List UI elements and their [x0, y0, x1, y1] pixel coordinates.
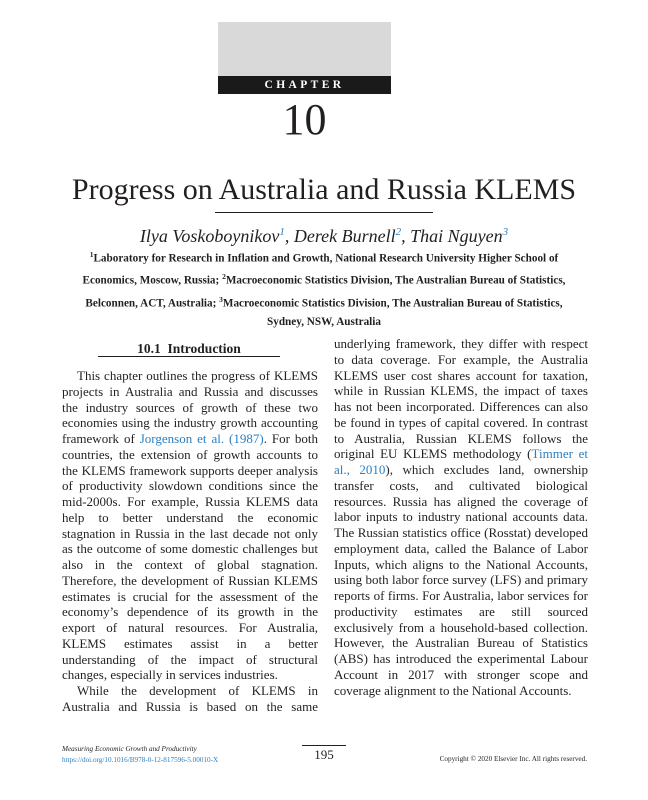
- footer-source: [62, 744, 218, 765]
- paragraph: While the development of KLEMS in Australia and Russia is based on the same: [62, 683, 318, 714]
- section-number: 10.1: [137, 341, 161, 356]
- right-column: [334, 336, 588, 698]
- author-name: Derek Burnell: [293, 226, 396, 246]
- author-affiliation-mark[interactable]: 2: [395, 226, 402, 238]
- author-name: Thai Nguyen: [410, 226, 503, 246]
- author-list: Ilya Voskoboynikov$^1$, Derek Burnell$^2$, Thai Nguyen$^3$: [139, 226, 509, 246]
- affiliation-line: Sydney, NSW, Australia: [267, 315, 381, 328]
- citation-link[interactable]: Timmer et al., 2010: [334, 446, 588, 477]
- section-divider: [98, 356, 280, 357]
- copyright-notice: Copyright © 2020 Elsevier Inc. All rights reserved.: [439, 755, 587, 763]
- citation-link[interactable]: Jorgenson et al. (1987): [139, 431, 264, 446]
- section-heading: [98, 340, 280, 357]
- footer-divider: [302, 745, 346, 746]
- left-column: [62, 368, 318, 715]
- author-affiliation-mark[interactable]: 1: [279, 226, 285, 238]
- page-number: 195: [314, 747, 334, 762]
- paragraph: underlying framework, they differ with respect to data coverage. For example, the Australia KLEMS user cost shares account for taxation, while in Russian KLEMS, the impact of taxes has not been incorporated. Differences can also be found in types of capital covered. In contrast to Australia, Russian KLEMS follows the original EU KLEMS methodology (Timmer et al., 2010), which excludes land, ownership transfer costs, and cultivated biological resources. Russia has aligned the coverage of labor inputs to industry national accounts data. The Russian statistics office (Rosstat) developed employment data, called the Balance of Labor Inputs, which aligns to the National Accounts, using both labor force survey (LFS) and primary reports of firms. For Australia, labor services for productivity estimates are still sourced exclusively from a household-based collection. However, the Australian Bureau of Statistics (ABS) has introduced the experimental Labour Account in 2017 with stronger scope and coverage alignment to the National Accounts.: [334, 336, 588, 698]
- chapter-number: 10: [282, 95, 327, 144]
- affiliation-line: Belconnen, ACT, Australia; $^3$Macroeconomic Statistics Division, The Australian Bureau of Statistics,: [85, 294, 563, 310]
- chapter-label: CHAPTER: [218, 76, 391, 94]
- book-title: Measuring Economic Growth and Productivity: [62, 745, 197, 753]
- title-divider: [215, 212, 433, 213]
- section-title: Introduction: [167, 341, 241, 356]
- author-affiliation-mark[interactable]: 3: [502, 226, 509, 238]
- doi-link[interactable]: https://doi.org/10.1016/B978-0-12-817596-5.00010-X: [62, 755, 219, 764]
- affiliations: [60, 246, 588, 332]
- affiliation-line: Economics, Moscow, Russia; $^2$Macroeconomic Statistics Division, The Australian Bureau of Statistics,: [82, 272, 566, 288]
- chapter-title: Progress on Australia and Russia KLEMS: [71, 173, 577, 206]
- author-name: Ilya Voskoboynikov: [139, 226, 280, 246]
- affiliation-line: $^1$Laboratory for Research in Inflation and Growth, National Research University Higher School of: [89, 250, 559, 265]
- paragraph: This chapter outlines the progress of KLEMS projects in Australia and Russia and discusses the industry sources of growth of these two economies using the industry growth accounting framework of Jorgenson et al. (1987). For both countries, the extension of growth accounts to the KLEMS framework supports deeper analysis of productivity slowdown conditions since the mid-2000s. For example, Russia KLEMS data help to better understand the economic stagnation in Russia in the last decade not only as the outcome of some domestic challenges but also in the context of global stagnation. Therefore, the development of Russian KLEMS estimates is crucial for the assessment of the economy’s dependence of its growth in the export of natural resources. For Australia, KLEMS estimates assist in a better understanding of the impact of structural changes, especially in services industries.: [62, 368, 318, 683]
